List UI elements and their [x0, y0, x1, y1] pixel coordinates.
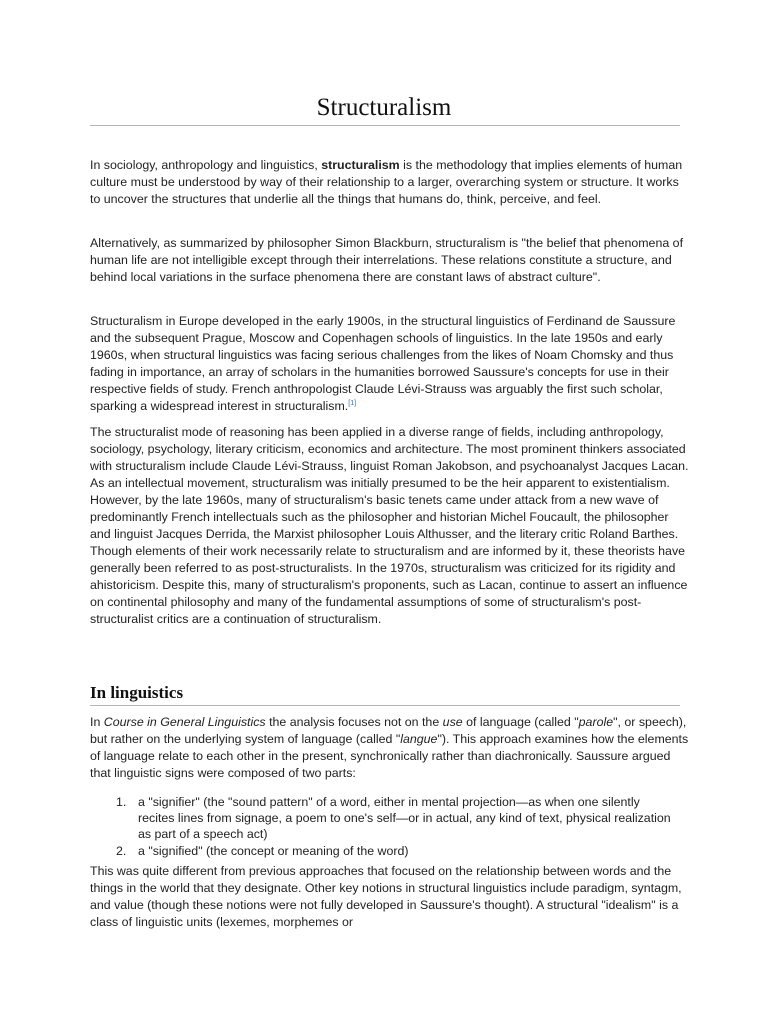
europe-paragraph — [90, 313, 690, 415]
approaches-paragraph: This was quite different from previous approaches that focused on the relationship between words and the things in the world that they designate. Other key notions in structural linguistics include paradigm, syntagm, and value (though these notions were not fully developed in Saussure's thought). A structural "idealism" is a class of linguistic units (lexemes, morphemes or — [90, 864, 682, 929]
title-divider — [90, 125, 680, 126]
list-item-number: 1. — [116, 795, 127, 809]
list-item-text: a "signifier" (the "sound pattern" of a word, either in mental projection—as when one silently recites lines from signage, a poem to one's self—or in actual, any kind of text, physical realization as part of a speech act) — [138, 795, 671, 841]
europe-text: Structuralism in Europe developed in the early 1900s, in the structural linguistics of Ferdinand de Saussure and the subsequent Prague, Moscow and Copenhagen schools of linguistics. In the late 1950s and early 1960s, when structural linguistics was facing serious challenges from the likes of Noam Chomsky and thus fading in importance, an array of scholars in the humanities borrowed Saussure's concepts for use in their respective fields of study. French anthropologist Claude Lévi-Strauss was arguably the first such scholar, sparking a widespread interest in structuralism. — [90, 314, 676, 413]
structuralism-term: structuralism — [321, 158, 400, 172]
section-heading-linguistics: In linguistics — [90, 683, 184, 702]
course-text-e: "). This approach examines how the elements of language relate to each other in the present, synchronically rather than diachronically. Saussure argued that linguistic signs were composed of two parts: — [90, 732, 689, 780]
reference-1-link[interactable]: [1] — [348, 399, 357, 407]
list-item — [116, 843, 676, 859]
reasoning-paragraph: The structuralist mode of reasoning has been applied in a diverse range of fields, including anthropology, sociology, psychology, literary criticism, economics and architecture. The most prominent thinkers associated with structuralism include Claude Lévi-Strauss, linguist Roman Jakobson, and psychoanalyst Jacques Lacan. As an intellectual movement, structuralism was initially presumed to be the heir apparent to existentialism. However, by the late 1960s, many of structuralism's basic tenets came under attack from a new wave of predominantly French intellectuals such as the philosopher and historian Michel Foucault, the philosopher and linguist Jacques Derrida, the Marxist philosopher Louis Althusser, and the literary critic Roland Barthes. Though elements of their work necessarily relate to structuralism and are informed by it, these theorists have generally been referred to as post-structuralists. In the 1970s, structuralism was criticized for its rigidity and ahistoricism. Despite this, many of structuralism's proponents, such as Lacan, continue to assert an influence on continental philosophy and many of the fundamental assumptions of some of structuralism's post-structuralist critics are a continuation of structuralism. — [90, 425, 689, 626]
course-paragraph — [90, 714, 690, 782]
course-text-a: In — [90, 715, 104, 729]
course-title-italic: Course in General Linguistics — [103, 715, 266, 729]
course-text-b: the analysis focuses not on the — [265, 715, 443, 729]
intro-paragraph — [90, 157, 690, 208]
intro-text-end: is the methodology that implies elements of human culture must be understood by way of their relationship to a larger, overarching system or structure. It works to uncover the structures that underlie all the things that humans do, think, perceive, and feel. — [90, 158, 683, 206]
list-item — [116, 794, 676, 842]
use-italic: use — [442, 715, 463, 729]
list-item-number: 2. — [116, 844, 127, 858]
langue-italic: langue — [400, 732, 438, 746]
course-text-c: of language (called " — [462, 715, 579, 729]
intro-text-start: In sociology, anthropology and linguistics, — [90, 158, 322, 172]
page-title: Structuralism — [316, 94, 452, 121]
section-divider — [90, 705, 680, 706]
list-item-text: a "signified" (the concept or meaning of the word) — [138, 844, 409, 858]
parole-italic: parole — [578, 715, 614, 729]
course-text-d: ", or speech), but rather on the underlying system of language (called " — [90, 715, 687, 746]
blackburn-paragraph: Alternatively, as summarized by philosopher Simon Blackburn, structuralism is "the belief that phenomena of human life are not intelligible except through their interrelations. These relations constitute a structure, and behind local variations in the surface phenomena there are constant laws of abstract culture". — [90, 236, 684, 284]
